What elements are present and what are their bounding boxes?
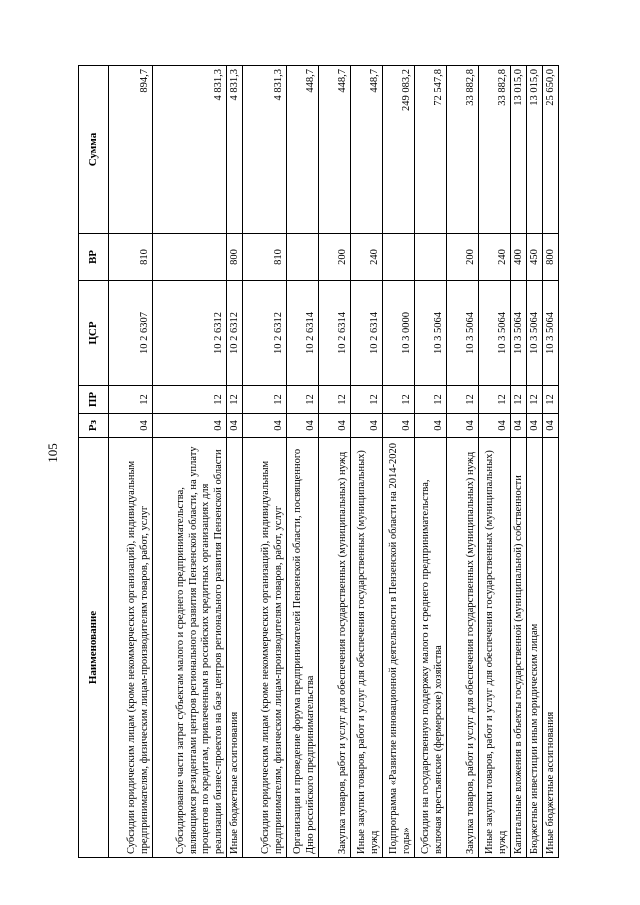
table-row xyxy=(351,66,383,858)
row-pr: 12 xyxy=(447,386,479,414)
row-name: Иные бюджетные ассигнования xyxy=(227,438,243,858)
table-row xyxy=(479,66,511,858)
row-vr: 200 xyxy=(447,234,479,281)
row-csr: 10 3 5064 xyxy=(447,281,479,386)
row-csr: 10 2 6312 xyxy=(227,281,243,386)
row-vr xyxy=(153,234,227,281)
row-sum: 4 831,3 xyxy=(243,66,287,234)
table-row xyxy=(287,66,319,858)
row-pr: 12 xyxy=(415,386,447,414)
row-sum: 25 650,0 xyxy=(543,66,559,234)
row-pr: 12 xyxy=(479,386,511,414)
row-vr: 400 xyxy=(511,234,527,281)
header-pr: ПР xyxy=(79,386,109,414)
row-vr: 800 xyxy=(227,234,243,281)
row-pr: 12 xyxy=(543,386,559,414)
budget-table xyxy=(78,65,559,858)
table-row xyxy=(511,66,527,858)
row-name: Бюджетные инвестиции иным юридическим лицам xyxy=(527,438,543,858)
row-rz: 04 xyxy=(351,414,383,438)
row-pr: 12 xyxy=(527,386,543,414)
row-rz: 04 xyxy=(319,414,351,438)
row-sum: 448,7 xyxy=(287,66,319,234)
row-sum: 72 547,8 xyxy=(415,66,447,234)
row-csr: 10 2 6314 xyxy=(319,281,351,386)
row-csr: 10 2 6312 xyxy=(243,281,287,386)
header-name: Наименование xyxy=(79,438,109,858)
row-csr: 10 3 5064 xyxy=(543,281,559,386)
table-row xyxy=(447,66,479,858)
table-row xyxy=(227,66,243,858)
row-pr: 12 xyxy=(383,386,415,414)
row-name: Субсидии юридическим лицам (кроме некоммерческих организаций), индивидуальным предпринимателям, физическим лицам-производителям товаров, работ, услуг xyxy=(243,438,287,858)
row-pr: 12 xyxy=(287,386,319,414)
row-rz: 04 xyxy=(447,414,479,438)
row-name: Капитальные вложения в объекты государственной (муниципальной) собственности xyxy=(511,438,527,858)
row-sum: 33 882,8 xyxy=(447,66,479,234)
row-name: Закупка товаров, работ и услуг для обеспечения государственных (муниципальных) нужд xyxy=(447,438,479,858)
row-rz: 04 xyxy=(287,414,319,438)
row-sum: 33 882,8 xyxy=(479,66,511,234)
row-sum: 13 015,0 xyxy=(511,66,527,234)
row-name: Подпрограмма «Развитие инновационной деятельности в Пензенской области на 2014-2020 годы» xyxy=(383,438,415,858)
row-rz: 04 xyxy=(227,414,243,438)
table-row xyxy=(527,66,543,858)
row-rz: 04 xyxy=(243,414,287,438)
row-pr: 12 xyxy=(153,386,227,414)
row-name: Субсидирование части затрат субъектам малого и среднего предпринимательства, являющимся резидентами центров регионального развития Пензенской области, на уплату процентов по кредитам, привлеченным в российских кредитных организациях для реализации бизнес-проектов на базе центров регионального развития Пензенской области xyxy=(153,438,227,858)
page-number: 105 xyxy=(45,443,60,463)
row-sum: 249 083,2 xyxy=(383,66,415,234)
row-name: Иные бюджетные ассигнования xyxy=(543,438,559,858)
row-sum: 894,7 xyxy=(109,66,153,234)
row-csr: 10 3 0000 xyxy=(383,281,415,386)
row-csr: 10 3 5064 xyxy=(415,281,447,386)
row-csr: 10 2 6314 xyxy=(287,281,319,386)
header-csr: ЦСР xyxy=(79,281,109,386)
row-vr xyxy=(415,234,447,281)
table-row xyxy=(543,66,559,858)
row-name: Иные закупки товаров, работ и услуг для обеспечения государственных (муниципальных) нужд xyxy=(479,438,511,858)
row-csr: 10 3 5064 xyxy=(527,281,543,386)
header-row xyxy=(79,66,109,858)
row-csr: 10 2 6314 xyxy=(351,281,383,386)
row-sum: 4 831,3 xyxy=(227,66,243,234)
row-pr: 12 xyxy=(227,386,243,414)
header-sum: Сумма xyxy=(79,66,109,234)
row-rz: 04 xyxy=(109,414,153,438)
table-row xyxy=(383,66,415,858)
row-csr: 10 2 6312 xyxy=(153,281,227,386)
row-name: Субсидии юридическим лицам (кроме некоммерческих организаций), индивидуальным предпринимателям, физическим лицам-производителям товаров, работ, услуг xyxy=(109,438,153,858)
row-pr: 12 xyxy=(319,386,351,414)
row-csr: 10 3 5064 xyxy=(511,281,527,386)
table-row xyxy=(319,66,351,858)
row-name: Закупка товаров, работ и услуг для обеспечения государственных (муниципальных) нужд xyxy=(319,438,351,858)
header-rz: Рз xyxy=(79,414,109,438)
row-sum: 4 831,3 xyxy=(153,66,227,234)
row-vr: 810 xyxy=(109,234,153,281)
row-sum: 448,7 xyxy=(351,66,383,234)
row-pr: 12 xyxy=(351,386,383,414)
row-rz: 04 xyxy=(383,414,415,438)
row-rz: 04 xyxy=(479,414,511,438)
row-rz: 04 xyxy=(527,414,543,438)
row-vr: 200 xyxy=(319,234,351,281)
row-csr: 10 2 6307 xyxy=(109,281,153,386)
row-pr: 12 xyxy=(243,386,287,414)
row-name: Иные закупки товаров, работ и услуг для обеспечения государственных (муниципальных) нужд xyxy=(351,438,383,858)
table-row xyxy=(243,66,287,858)
row-sum: 448,7 xyxy=(319,66,351,234)
table-row xyxy=(153,66,227,858)
row-name: Субсидии на государственную поддержку малого и среднего предпринимательства, включая крестьянские (фермерские) хозяйства xyxy=(415,438,447,858)
row-rz: 04 xyxy=(543,414,559,438)
row-name: Организация и проведение форума предпринимателей Пензенской области, посвященного Дню российского предпринимательства xyxy=(287,438,319,858)
row-vr: 810 xyxy=(243,234,287,281)
header-vr: ВР xyxy=(79,234,109,281)
row-vr: 450 xyxy=(527,234,543,281)
row-vr xyxy=(383,234,415,281)
table-row xyxy=(109,66,153,858)
rotated-table-container xyxy=(78,66,556,858)
row-rz: 04 xyxy=(153,414,227,438)
row-vr xyxy=(287,234,319,281)
row-pr: 12 xyxy=(109,386,153,414)
row-pr: 12 xyxy=(511,386,527,414)
row-vr: 240 xyxy=(479,234,511,281)
row-vr: 240 xyxy=(351,234,383,281)
row-rz: 04 xyxy=(415,414,447,438)
row-rz: 04 xyxy=(511,414,527,438)
row-csr: 10 3 5064 xyxy=(479,281,511,386)
row-sum: 13 015,0 xyxy=(527,66,543,234)
table-row xyxy=(415,66,447,858)
row-vr: 800 xyxy=(543,234,559,281)
